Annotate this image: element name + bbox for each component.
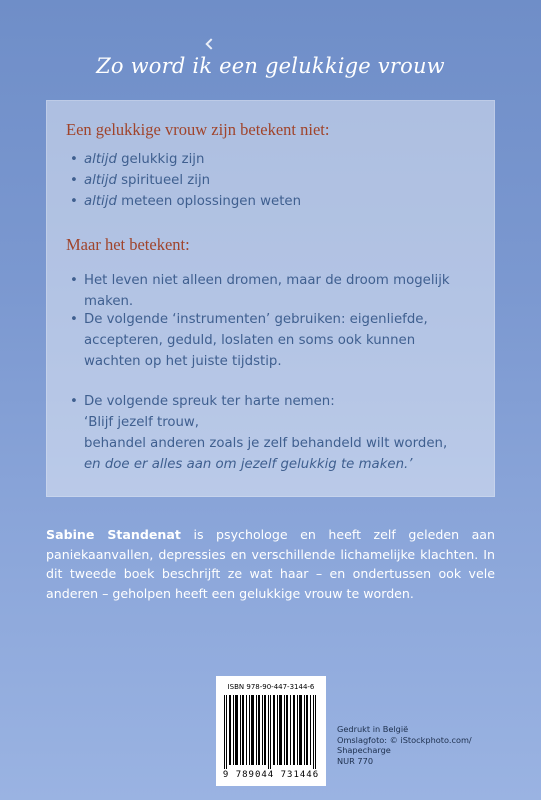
list-item: • Het leven niet alleen dromen, maar de droom mogelijk maken. (70, 270, 484, 312)
but-list-3 (70, 391, 489, 475)
barcode-icon (222, 695, 320, 769)
print-country: Gedrukt in België (337, 724, 409, 734)
heading-but: Maar het betekent: (66, 235, 190, 254)
bio-text: is psychologe en heeft zelf geleden aan paniekaanvallen, depressies en verschillende lichamelijke klachten. In dit tweede boek beschrijft ze wat haar – en ondertussen ook vele anderen – geholpen heeft een gelukkige vrouw te worden. (46, 527, 495, 601)
list-item (70, 391, 489, 475)
not-list (70, 149, 301, 212)
quote-line-2: behandel anderen zoals je zelf behandeld wilt worden, (84, 436, 448, 451)
isbn-text: ISBN 978-90-447-3144-6 (227, 683, 315, 691)
list-item: • altijd spiritueel zijn (70, 170, 301, 191)
print-info (337, 724, 472, 766)
author-name: Sabine Standenat (46, 527, 181, 542)
but-list-2 (70, 309, 464, 372)
list-item: • altijd meteen oplossingen weten (70, 191, 301, 212)
author-bio (46, 525, 495, 603)
cursor-arrow-icon (205, 38, 216, 49)
quote-intro: • De volgende spreuk ter harte nemen: (84, 394, 335, 409)
but-list-1 (70, 270, 484, 312)
book-title: Zo word ik een gelukkige vrouw (96, 54, 445, 78)
heading-not: Een gelukkige vrouw zijn betekent niet: (66, 120, 330, 139)
ean-number: 9 789044 731446 (222, 770, 320, 780)
list-item: • De volgende ‘instrumenten’ gebruiken: eigenliefde, accepteren, geduld, loslaten en soms ook kunnen wachten op het juiste tijdstip. (70, 309, 464, 372)
list-item: • altijd gelukkig zijn (70, 149, 301, 170)
photo-credit-2: Shapecharge (337, 745, 391, 755)
photo-credit: Omslagfoto: © iStockphoto.com/ (337, 734, 472, 745)
quote-line-1: ‘Blijf jezelf trouw, (84, 415, 200, 430)
nur-code: NUR 770 (337, 755, 374, 766)
barcode-label (216, 676, 326, 786)
content-panel (46, 100, 495, 497)
quote-line-3: en doe er alles aan om jezelf gelukkig te maken.’ (84, 457, 413, 472)
